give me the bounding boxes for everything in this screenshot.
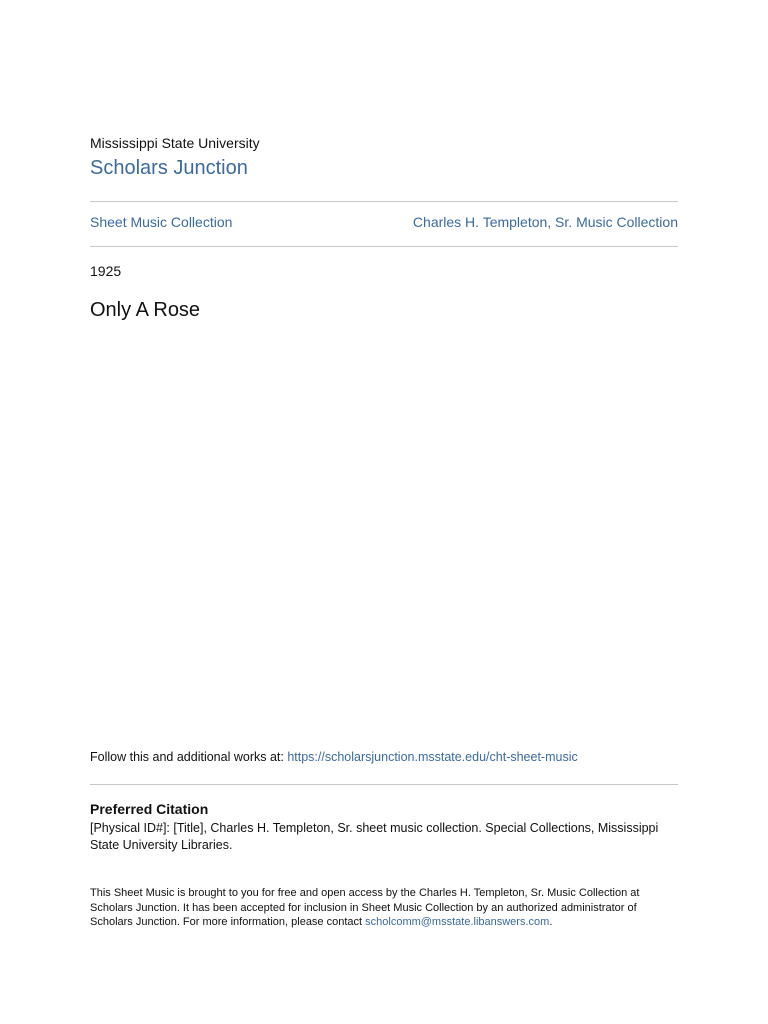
repository-link[interactable]: Scholars Junction	[90, 157, 248, 179]
notice-text: This Sheet Music is brought to you for free and open access by the Charles H. Templeton, Sr. Music Collection at Scholars Junction. It has been accepted for inclusion in Sheet Music Collection by an authorized administrator of Scholars Junction. For more information, please contact	[90, 887, 640, 928]
access-notice	[90, 886, 678, 930]
templeton-collection-link[interactable]: Charles H. Templeton, Sr. Music Collection	[412, 214, 678, 230]
publication-year: 1925	[90, 263, 122, 279]
follow-prefix: Follow this and additional works at:	[90, 750, 288, 764]
follow-url-link[interactable]: https://scholarsjunction.msstate.edu/cht-sheet-music	[287, 750, 578, 764]
citation-heading: Preferred Citation	[90, 801, 209, 817]
follow-line	[90, 750, 578, 764]
work-title: Only A Rose	[90, 299, 201, 321]
divider-top	[90, 201, 678, 202]
sheet-music-collection-link[interactable]: Sheet Music Collection	[90, 214, 233, 230]
divider-collections	[90, 246, 678, 247]
contact-email-link[interactable]: scholcomm@msstate.libanswers.com	[365, 916, 550, 928]
citation-text: [Physical ID#]: [Title], Charles H. Templeton, Sr. sheet music collection. Special Collections, Mississippi State University Libraries.	[90, 821, 659, 852]
institution-name: Mississippi State University	[90, 135, 260, 151]
divider-citation	[90, 784, 678, 785]
notice-suffix: .	[549, 916, 553, 928]
cover-page	[90, 0, 678, 1024]
